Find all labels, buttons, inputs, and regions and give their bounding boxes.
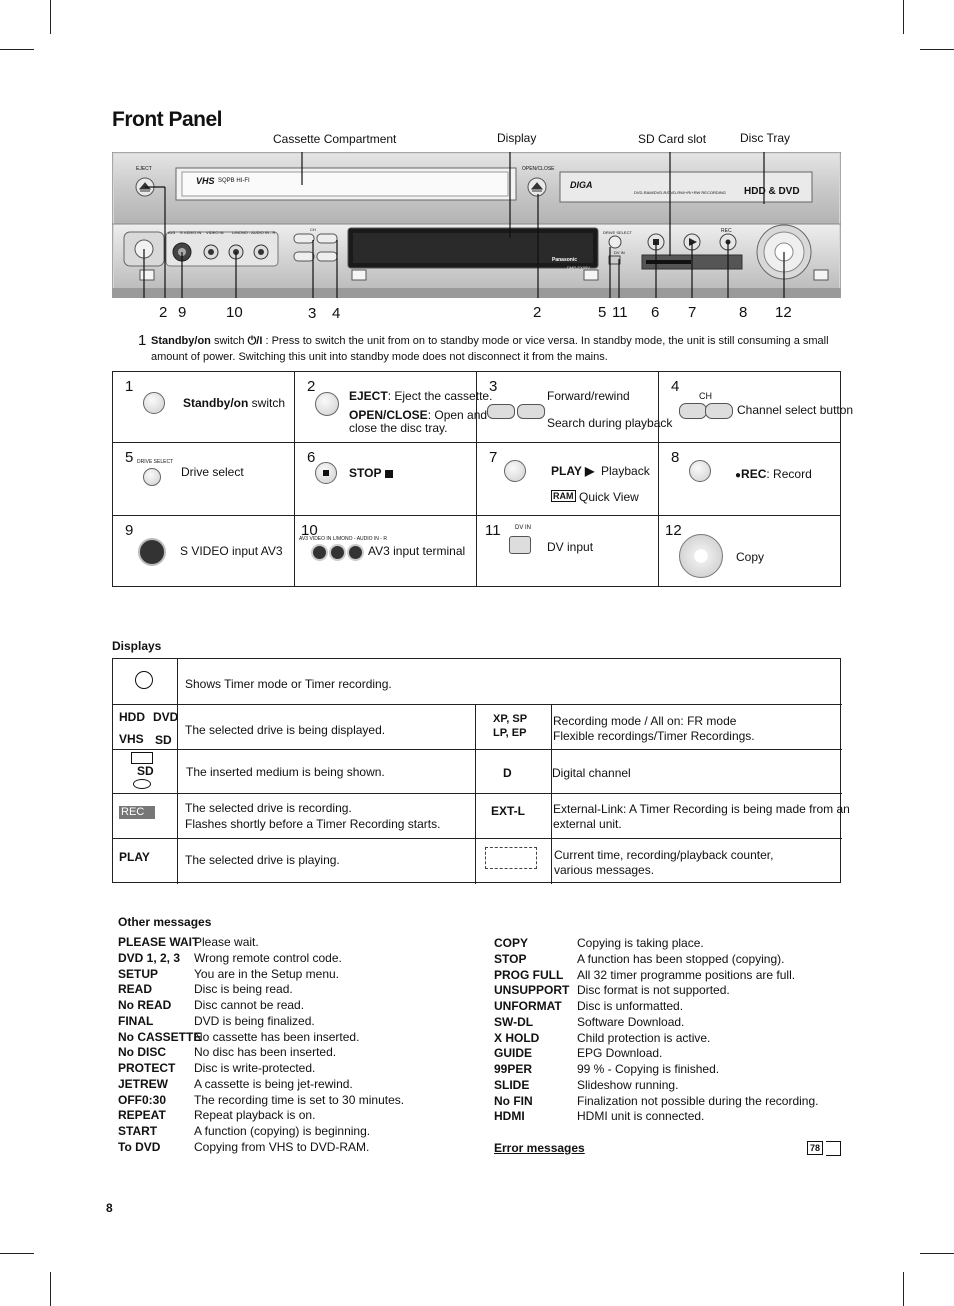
message-key: PROTECT <box>118 1061 176 1075</box>
display-key-lp-ep: LP, EP <box>493 727 527 739</box>
device-ch-label: CH <box>310 227 316 232</box>
crop-mark <box>903 1272 904 1306</box>
message-value: No cassette has been inserted. <box>194 1029 360 1044</box>
copy-dial-icon <box>679 534 723 578</box>
display-desc-recmode: Recording mode / All on: FR mode <box>553 714 737 728</box>
forward-icon <box>517 404 545 419</box>
callout-number: 5 <box>598 304 607 321</box>
control-cell-copy: 12 Copy <box>659 516 841 587</box>
message-key: OFF0:30 <box>118 1092 167 1107</box>
disc-icon <box>133 779 151 789</box>
message-key: No FIN <box>494 1093 533 1108</box>
play-icon <box>504 460 526 482</box>
message-value: Wrong remote control code. <box>194 950 342 965</box>
audio-l-jack-icon <box>329 544 346 561</box>
display-key-xp-sp: XP, SP <box>493 713 528 725</box>
display-desc-timer: Shows Timer mode or Timer recording. <box>185 677 392 691</box>
cell-number: 3 <box>489 378 498 395</box>
page-title: Front Panel <box>112 108 223 131</box>
message-value: You are in the Setup menu. <box>194 966 339 981</box>
audio-r-jack-icon <box>347 544 364 561</box>
cell-number: 6 <box>307 449 316 466</box>
crop-mark <box>920 49 954 50</box>
message-value: Child protection is active. <box>577 1030 711 1045</box>
callout-number: 9 <box>178 304 187 321</box>
control-cell-drive-select: 5 DRIVE SELECT Drive select <box>113 443 295 516</box>
callout-number: 8 <box>739 304 748 321</box>
displays-title: Displays <box>112 639 162 653</box>
control-cell-rec: 8 ●REC: Record <box>659 443 841 516</box>
page-reference: 78 <box>807 1141 823 1155</box>
device-vhs-logo: VHS <box>196 176 215 186</box>
message-value: Repeat playback is on. <box>194 1108 316 1123</box>
message-value: Disc format is not supported. <box>577 983 730 998</box>
display-desc-counter: Current time, recording/playback counter, <box>554 848 774 862</box>
device-brand: Panasonic <box>552 257 578 263</box>
cell-number: 2 <box>307 378 316 395</box>
message-value: A cassette is being jet-rewind. <box>194 1076 353 1091</box>
message-key: SLIDE <box>494 1077 530 1092</box>
drive-select-icon <box>143 468 161 486</box>
cell-number: 9 <box>125 522 134 539</box>
crop-mark <box>903 0 904 34</box>
timer-clock-icon <box>135 671 153 689</box>
callout-cassette: Cassette Compartment <box>273 132 397 146</box>
control-cell-av3: 10 AV3 VIDEO IN L/MONO - AUDIO IN - R AV3 input terminal <box>295 516 477 587</box>
control-cell-channel: 4 CH Channel select button <box>659 372 841 443</box>
display-key-vhs: VHS <box>119 732 144 746</box>
callout-sd-slot: SD Card slot <box>638 132 707 146</box>
cell-number: 7 <box>489 449 498 466</box>
control-cell-forward-rewind: 3 Forward/rewind Search during playback <box>477 372 659 443</box>
message-value: Copying is taking place. <box>577 936 704 950</box>
crop-mark <box>0 49 34 50</box>
display-desc-messages: various messages. <box>554 863 655 877</box>
controls-table <box>112 371 854 587</box>
callout-number: 12 <box>775 304 792 321</box>
message-key: PLEASE WAIT <box>118 935 200 949</box>
callout-number: 3 <box>308 305 317 322</box>
device-svideo-label: S VIDEO IN <box>180 230 202 235</box>
display-desc-playing: The selected drive is playing. <box>185 853 340 867</box>
message-key: SW-DL <box>494 1014 534 1029</box>
message-value: Disc is write-protected. <box>194 1061 316 1075</box>
display-key-dvd: DVD <box>153 710 179 724</box>
device-formats-label: DVD-RAM/DVD-R/DVD-RW/+R/+RW RECORDING <box>634 190 726 195</box>
message-value: Disc is unformatted. <box>577 999 684 1013</box>
callout-number: 11 <box>612 304 628 321</box>
message-value: DVD is being finalized. <box>194 1013 315 1028</box>
display-key-sd-medium: SD <box>137 764 154 778</box>
message-key: GUIDE <box>494 1046 533 1061</box>
message-value: Copying from VHS to DVD-RAM. <box>194 1139 370 1154</box>
crop-mark <box>920 1253 954 1254</box>
device-audioin-label: L/MONO - AUDIO IN - R <box>232 230 276 235</box>
display-key-extl: EXT-L <box>491 804 526 818</box>
cell-number: 12 <box>665 522 682 539</box>
device-hdd-dvd-logo: HDD & DVD <box>744 186 800 197</box>
message-key: HDMI <box>494 1109 525 1124</box>
device-rec-label: REC <box>721 228 732 234</box>
display-desc-digital: Digital channel <box>552 766 631 780</box>
message-value: Software Download. <box>577 1014 685 1029</box>
segment-digits-icon <box>485 847 537 869</box>
video-jack-icon <box>311 544 328 561</box>
message-key: No CASSETTE <box>118 1029 202 1044</box>
message-value: Slideshow running. <box>577 1077 679 1092</box>
callout-number: 6 <box>651 304 660 321</box>
rewind-icon <box>487 404 515 419</box>
callout-number: 2 <box>159 304 168 321</box>
device-av3-label: AV3 <box>168 230 176 235</box>
callout-number: 2 <box>533 304 542 321</box>
stop-square-icon <box>385 470 393 478</box>
eject-icon <box>315 392 339 416</box>
message-key: STOP <box>494 951 527 966</box>
message-key: REPEAT <box>118 1108 166 1123</box>
other-messages-title: Other messages <box>118 915 212 929</box>
cell-number: 8 <box>671 449 680 466</box>
displays-table <box>112 658 850 883</box>
display-desc-medium: The inserted medium is being shown. <box>186 765 385 779</box>
device-dvin-label: DV IN <box>614 250 625 255</box>
message-value: No disc has been inserted. <box>194 1045 337 1060</box>
control-cell-stop: 6 STOP <box>295 443 477 516</box>
message-value: A function has been stopped (copying). <box>577 951 785 966</box>
message-key: READ <box>118 982 153 997</box>
message-key: No READ <box>118 998 172 1012</box>
message-value: All 32 timer programme positions are full. <box>577 967 796 982</box>
message-value: Please wait. <box>194 935 259 949</box>
rec-indicator: REC <box>119 806 155 819</box>
message-value: 99 % - Copying is finished. <box>577 1062 720 1076</box>
cell-number: 10 <box>301 522 318 539</box>
cell-number: 1 <box>125 378 134 395</box>
crop-mark <box>50 0 51 34</box>
error-messages-link[interactable]: Error messages <box>494 1141 585 1155</box>
message-key: 99PER <box>494 1062 533 1076</box>
device-videoin-label: VIDEO IN <box>206 230 224 235</box>
dv-port-icon <box>509 536 531 554</box>
chevron-down-icon <box>679 403 707 419</box>
message-value: HDMI unit is connected. <box>577 1109 705 1124</box>
message-key: PROG FULL <box>494 967 564 982</box>
chevron-up-icon <box>705 403 733 419</box>
message-key: UNFORMAT <box>494 999 562 1013</box>
display-key-d: D <box>503 766 512 780</box>
crop-mark <box>50 1272 51 1306</box>
display-desc-external: external unit. <box>553 817 622 831</box>
cell-number: 5 <box>125 449 134 466</box>
device-front-panel <box>112 152 841 298</box>
message-value: EPG Download. <box>577 1046 663 1061</box>
message-value: A function (copying) is beginning. <box>194 1124 371 1138</box>
device-openclose-label: OPEN/CLOSE <box>522 166 555 172</box>
device-eject-label: EJECT <box>136 166 152 172</box>
device-sqpb-label: SQPB HI-FI <box>218 178 250 184</box>
device-model: DMR-EX95V <box>567 265 590 270</box>
message-value: The recording time is set to 30 minutes. <box>194 1092 405 1107</box>
message-value: Disc is being read. <box>194 982 293 997</box>
cassette-icon <box>131 752 153 764</box>
control-cell-standby: 1 Standby/on switch <box>113 372 295 443</box>
message-key: X HOLD <box>494 1030 540 1045</box>
control-cell-dv: 11 DV IN DV input <box>477 516 659 587</box>
message-key: COPY <box>494 936 529 950</box>
display-desc-extlink: External-Link: A Timer Recording is being made from an <box>553 802 850 816</box>
device-diga-logo: DIGA <box>570 180 593 190</box>
callout-display: Display <box>497 131 537 145</box>
message-value: Finalization not possible during the recording. <box>577 1093 819 1108</box>
message-key: No DISC <box>118 1045 166 1060</box>
svideo-port-icon <box>138 538 166 566</box>
standby-note-number: 1 <box>138 332 147 349</box>
callout-disc-tray: Disc Tray <box>740 131 791 145</box>
message-key: SETUP <box>118 966 159 981</box>
display-key-play: PLAY <box>119 850 150 864</box>
control-cell-eject: 2 EJECT: Eject the cassette. OPEN/CLOSE: Open and close the disc tray. <box>295 372 477 443</box>
message-key: To DVD <box>118 1139 161 1154</box>
display-desc-flexible: Flexible recordings/Timer Recordings. <box>553 729 755 743</box>
standby-icon <box>143 392 165 414</box>
message-key: START <box>118 1124 158 1138</box>
callout-number: 4 <box>332 305 341 322</box>
message-key: DVD 1, 2, 3 <box>118 950 181 965</box>
callout-number: 7 <box>688 304 697 321</box>
message-value: Disc cannot be read. <box>194 998 305 1012</box>
message-key: FINAL <box>118 1013 154 1028</box>
standby-note-line2: amount of power. Switching this unit into standby mode does not disconnect it from the mains. <box>151 351 608 363</box>
message-key: JETREW <box>118 1076 169 1091</box>
rec-icon <box>689 460 711 482</box>
display-desc-drive: The selected drive is being displayed. <box>185 723 386 737</box>
display-desc-recording: The selected drive is recording. <box>185 801 352 815</box>
book-icon <box>826 1141 841 1156</box>
control-cell-svideo: 9 S VIDEO input AV3 <box>113 516 295 587</box>
cell-number: 11 <box>485 522 501 539</box>
cell-number: 4 <box>671 378 680 395</box>
callout-number: 10 <box>226 304 243 321</box>
control-cell-play: 7 PLAY ▶ Playback RAM Quick View <box>477 443 659 516</box>
display-desc-flashes: Flashes shortly before a Timer Recording starts. <box>185 817 441 831</box>
crop-mark <box>0 1253 34 1254</box>
display-key-hdd: HDD <box>119 710 145 724</box>
device-drive-select-label: DRIVE SELECT <box>603 230 632 235</box>
display-key-sd: SD <box>155 733 172 747</box>
message-key: UNSUPPORT <box>494 983 570 998</box>
page-number: 8 <box>106 1201 113 1215</box>
standby-note: Standby/on switch ⏻/I : Press to switch the unit from on to standby mode or vice versa. In standby mode, the unit is still consuming a small <box>151 335 829 347</box>
